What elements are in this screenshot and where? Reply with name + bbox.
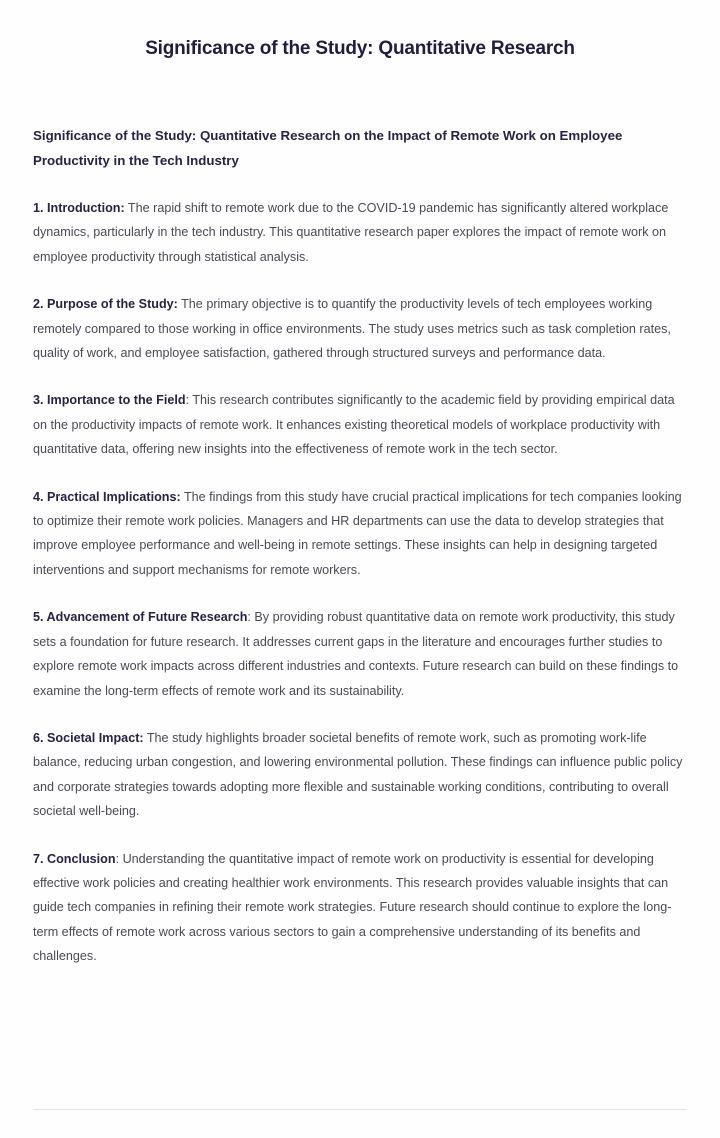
section-text: : Understanding the quantitative impact of remote work on productivity is essential for developing effective work policies and creating healthier work environments. This research provides valuable insights that can guide tech companies in refining their remote work strategies. Future research should continue to explore the long-term effects of remote work across various sectors to gain a comprehensive understanding of its benefits and challenges. [33,851,672,964]
section-importance [33,388,687,461]
section-text: The rapid shift to remote work due to the COVID-19 pandemic has significantly altered workplace dynamics, particularly in the tech industry. This quantitative research paper explores the impact of remote work on employee productivity through statistical analysis. [33,201,669,264]
section-conclusion [33,847,687,969]
section-label: 5. Advancement of Future Research [33,610,248,625]
document-body [33,124,687,992]
section-text: : By providing robust quantitative data on remote work productivity, this study sets a foundation for future research. It addresses current gaps in the literature and encourages further studies to explore remote work impacts across different industries and contexts. Future research can build on these findings to examine the long-term effects of remote work and its sustainability. [33,610,679,698]
section-societal-impact [33,726,687,824]
section-label: 2. Purpose of the Study: [33,297,178,312]
section-future-research [33,605,687,703]
section-label: 6. Societal Impact: [33,730,144,745]
section-purpose [33,292,687,365]
footer-divider [33,1109,687,1110]
section-text: The primary objective is to quantify the productivity levels of tech employees working remotely compared to those working in office environments. The study uses metrics such as task completion rates, quality of work, and employee satisfaction, gathered through structured surveys and performance data. [33,297,671,361]
document-heading: Significance of the Study: Quantitative Research on the Impact of Remote Work on Employee Productivity in the Tech Industry [33,128,623,168]
section-practical-implications [33,485,687,583]
page-title: Significance of the Study: Quantitative Research [145,38,575,59]
section-text: The findings from this study have crucial practical implications for tech companies looking to optimize their remote work policies. Managers and HR departments can use the data to develop strategies that improve employee performance and well-being in remote settings. These insights can help in designing targeted interventions and support mechanisms for remote workers. [33,489,682,577]
section-introduction [33,196,687,269]
section-label: 3. Importance to the Field [33,393,186,408]
section-text: The study highlights broader societal benefits of remote work, such as promoting work-life balance, reducing urban congestion, and lowering environmental pollution. These findings can influence public policy and corporate strategies towards adopting more flexible and sustainable working conditions, contributing to overall societal well-being. [33,730,683,819]
section-label: 4. Practical Implications: [33,489,181,504]
section-label: 7. Conclusion [33,851,116,866]
section-label: 1. Introduction: [33,201,125,215]
section-text: : This research contributes significantly to the academic field by providing empirical data on the productivity impacts of remote work. It enhances existing theoretical models of workplace productivity with quantitative data, offering new insights into the effectiveness of remote work in the tech sector. [33,393,675,457]
